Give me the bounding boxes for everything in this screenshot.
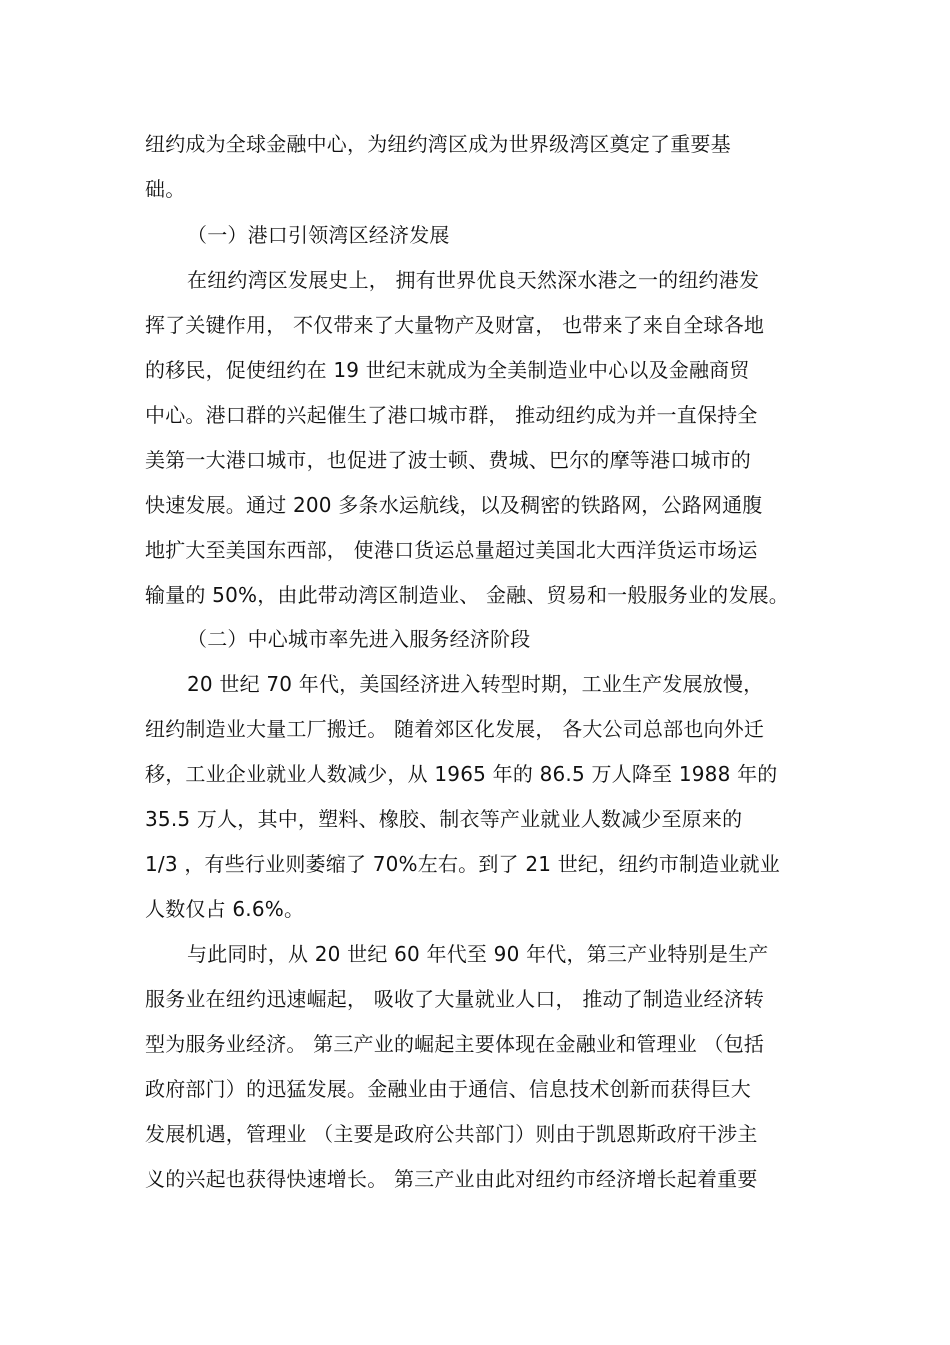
text-line: 发展机遇，管理业 （主要是政府公共部门）则由于凯恩斯政府干涉主 (145, 1122, 758, 1146)
text-line: 输量的 50%，由此带动湾区制造业、 金融、贸易和一般服务业的发展。 (145, 583, 789, 607)
text-line: 20 世纪 70 年代，美国经济进入转型时期，工业生产发展放慢， (187, 672, 764, 696)
text-line: 服务业在纽约迅速崛起， 吸收了大量就业人口， 推动了制造业经济转 (145, 987, 765, 1011)
text-line: 础。 (145, 177, 186, 201)
text-line: 人数仅占 6.6%。 (145, 897, 305, 921)
text-line: 纽约制造业大量工厂搬迁。 随着郊区化发展， 各大公司总部也向外迁 (145, 717, 765, 741)
text-line: 1/3 ，有些行业则萎缩了 70%左右。到了 21 世纪，纽约市制造业就业 (145, 852, 780, 876)
text-line: 与此同时，从 20 世纪 60 年代至 90 年代，第三产业特别是生产 (187, 942, 769, 966)
section-heading: （一）港口引领湾区经济发展 (187, 223, 450, 247)
text-line: 挥了关键作用， 不仅带来了大量物产及财富， 也带来了来自全球各地 (145, 313, 765, 337)
text-line: 的移民，促使纽约在 19 世纪末就成为全美制造业中心以及金融商贸 (145, 358, 750, 382)
text-line: 地扩大至美国东西部， 使港口货运总量超过美国北大西洋货运市场运 (145, 538, 758, 562)
text-line: 35.5 万人，其中，塑料、橡胶、制衣等产业就业人数减少至原来的 (145, 807, 743, 831)
section-heading: （二）中心城市率先进入服务经济阶段 (187, 627, 531, 651)
text-line: 纽约成为全球金融中心，为纽约湾区成为世界级湾区奠定了重要基 (145, 132, 731, 156)
text-line: 型为服务业经济。 第三产业的崛起主要体现在金融业和管理业 （包括 (145, 1032, 765, 1056)
text-line: 中心。港口群的兴起催生了港口城市群， 推动纽约成为并一直保持全 (145, 403, 758, 427)
text-line: 在纽约湾区发展史上， 拥有世界优良天然深水港之一的纽约港发 (187, 268, 760, 292)
text-line: 移，工业企业就业人数减少，从 1965 年的 86.5 万人降至 1988 年的 (145, 762, 778, 786)
text-line: 美第一大港口城市，也促进了波士顿、费城、巴尔的摩等港口城市的 (145, 448, 751, 472)
text-line: 快速发展。通过 200 多条水运航线，以及稠密的铁路网，公路网通腹 (145, 493, 763, 517)
text-line: 义的兴起也获得快速增长。 第三产业由此对纽约市经济增长起着重要 (145, 1167, 758, 1191)
text-line: 政府部门）的迅猛发展。金融业由于通信、信息技术创新而获得巨大 (145, 1077, 751, 1101)
